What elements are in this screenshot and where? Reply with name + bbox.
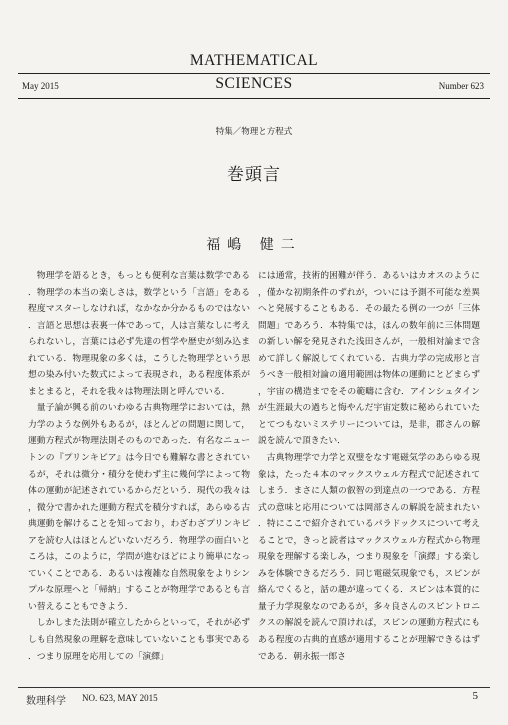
- paragraph: 古典物理学で力学と双璧をなす電磁気学のあらゆる現象は，たった４本のマックスウェル方程式で記述されてしまう．まさに人類の叡智の到達点の一つである．方程式の意味と応用については岡部さんの解説を読まれたい．特にここで紹介されているパラドックスについて考えることで，きっと読者はマックスウェル方程式から物理現象を理解する楽しみ，つまり現象を「演繹」する楽しみを体験できるだろう．同じ電磁気現象でも，スピンが絡んでくると，話の趣が違ってくる．スピンは本質的に量子力学現象なのであるが，多々良さんのスピントロニクスの解説を読んで頂ければ，スピンの運動方程式にもある程度の古典的直感が適用することが理解できるはずである．朝永振一郎さ: [258, 453, 480, 662]
- footer-rule: [18, 687, 490, 688]
- article-kicker: 特集／物理と方程式: [215, 127, 293, 137]
- article-title: 巻頭言: [227, 165, 281, 185]
- body-column-right: [258, 268, 480, 665]
- issue-number: Number 623: [438, 81, 484, 91]
- masthead-bottom-rule: [18, 98, 490, 99]
- paragraph: 物理学を語るとき，もっとも便利な言葉は数学である．物理学の本当の楽しさは，数学という「言語」をある程度マスターしなければ，なかなか分かるものではない．言語と思想は表裏一体であって，人は言葉なしに考えられないし，言葉には必ず先達の哲学や歴史が刻み込まれている．物理現象の多くは，こうした物理学という思想の染み付いた数式によって表現され，ある程度体系がまとまると，それを我々は物理法則と呼んでいる．: [28, 271, 250, 397]
- journal-title-line2: SCIENCES: [215, 75, 293, 92]
- footer-issue: NO. 623, MAY 2015: [82, 693, 158, 703]
- article-author: 福嶋 健二: [206, 237, 302, 253]
- paragraph: には通常，技術的困難が伴う．あるいはカオスのように，僅かな初期条件のずれが，ついには予測不可能な差異へと発展することもある．その最たる例の一つが「三体問題」であろう．本特集では，ほんの数年前に三体問題の新しい解を発見された浅田さんが，一般相対論まで含めて詳しく解説してくれている．古典力学の完成形と言うべき一般相対論の適用範囲は物体の運動にとどまらず，宇宙の構造までをその範疇に含む．アインシュタインが生涯最大の過ちと悔やんだ宇宙定数に秘められていたとてつもないミステリーについては，是非，郡さんの解説を読んで頂きたい．: [258, 271, 480, 447]
- paragraph: 量子論が興る前のいわゆる古典物理学においては，熱力学のような例外もあるが，ほとんどの問題に関して，運動方程式が物理法則そのものであった．有名なニュートンの『プリンキピア』は今日でも難解な書とされているが，それは微分・積分を使わず主に幾何学によって物体の運動が記述されているからだという．現代の我々は，微分で書かれた運動方程式を積分すれば，あらゆる古典運動を解けることを知っており，わざわざプリンキピアを読む人はほとんどいないだろう．物理学の面白いところは，このように，学問が進むほどにより簡単になっていくことである．あるいは複雑な自然現象をよりシンプルな原理へと「帰納」することが物理学であるとも言い替えることもできよう．: [28, 403, 250, 612]
- footer-journal-name: 数理科学: [26, 696, 66, 707]
- masthead-top-rule: [18, 73, 490, 74]
- issue-date: May 2015: [22, 81, 59, 91]
- paragraph: しかしまた法則が確立したからといって，それが必ずしも自然現象の理解を意味していないことも事実である．つまり原理を応用しての「演繹」: [28, 618, 250, 662]
- page-number: 5: [472, 690, 478, 702]
- journal-title-line1: MATHEMATICAL: [189, 52, 319, 69]
- body-column-left: [28, 268, 250, 665]
